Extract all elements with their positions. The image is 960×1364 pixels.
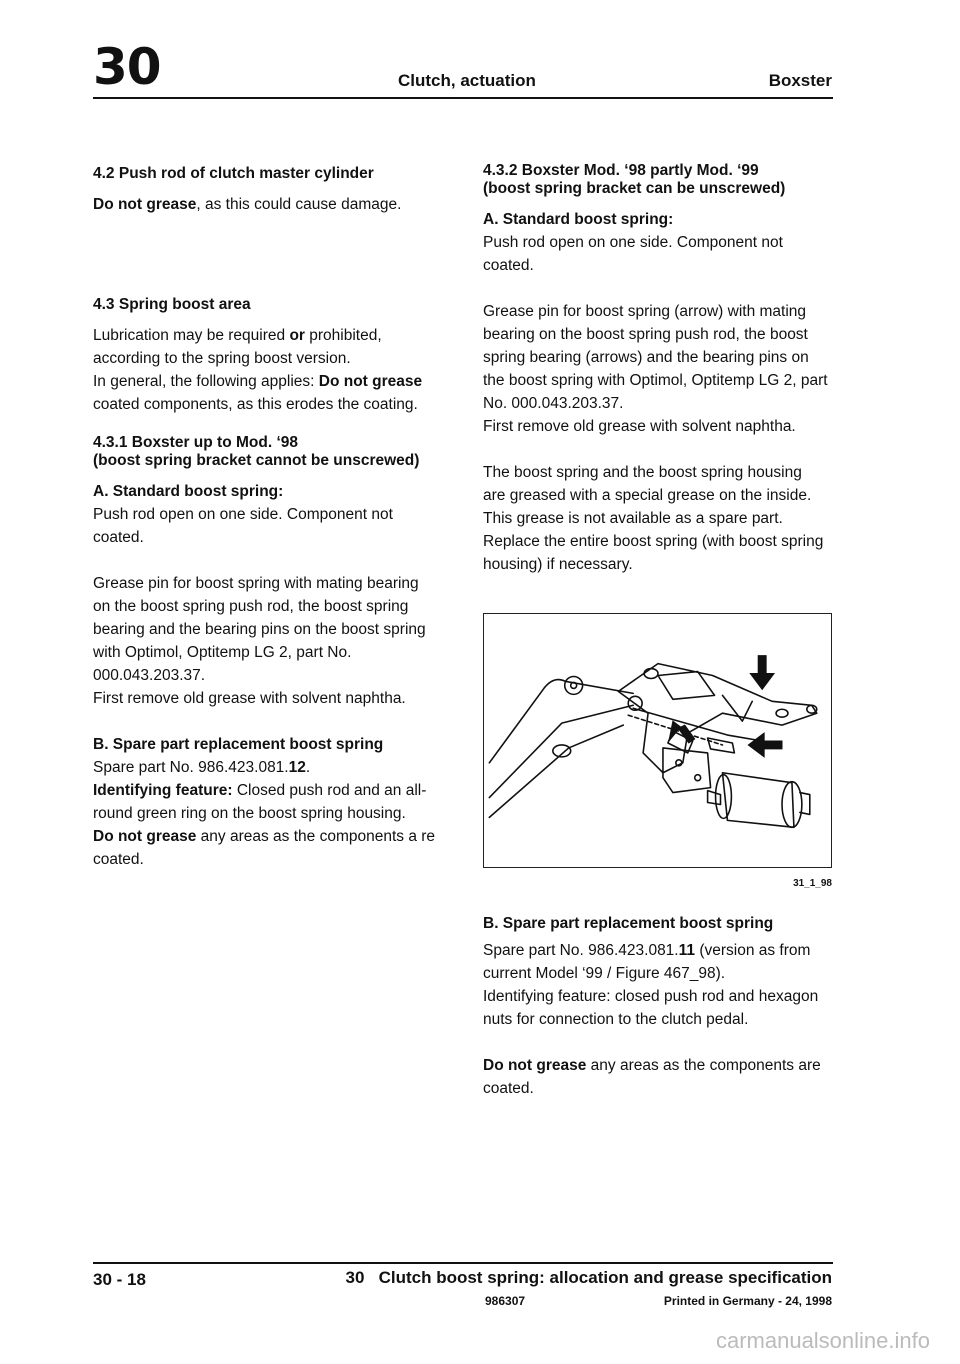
paragraph-grease-left: Grease pin for boost spring with mating bearing on the boost spring push rod, the boost spring bearing and the bearing pins on the boost spring with Optimol, Optitemp LG 2, part No. 000.043.203.37. [93, 575, 426, 684]
paragraph-4-2: Do not grease, as this could cause damage. [93, 196, 402, 213]
paragraph-ident-left: Identifying feature: Closed push rod and an all-round green ring on the boost spring housing. [93, 782, 427, 822]
model-name: Boxster [768, 71, 832, 90]
right-column [483, 162, 828, 576]
heading-4-3-1: 4.3.1 Boxster up to Mod. ‘98 (boost spring bracket cannot be unscrewed) [93, 434, 420, 469]
document-number: 986307 [485, 1294, 526, 1308]
heading-a-standard-right: A. Standard boost spring: [483, 211, 674, 228]
boost-spring-figure [483, 613, 832, 868]
paragraph-remove-right: First remove old grease with solvent naphtha. [483, 418, 796, 435]
header-rule [93, 97, 833, 99]
figure-caption: 31_1_98 [793, 878, 832, 889]
paragraph-a-left: Push rod open on one side. Component not coated. [93, 506, 393, 546]
heading-a-standard-left: A. Standard boost spring: [93, 483, 284, 500]
paragraph-a-right: Push rod open on one side. Component not coated. [483, 234, 783, 274]
paragraph-nogrease-left: Do not grease any areas as the components a re coated. [93, 828, 436, 868]
heading-4-3: 4.3 Spring boost area [93, 296, 251, 313]
paragraph-remove-left: First remove old grease with solvent naphtha. [93, 690, 406, 707]
left-column [93, 162, 438, 871]
paragraph-part-left: Spare part No. 986.423.081.12. [93, 759, 311, 776]
paragraph-ident-right: Identifying feature: closed push rod and hexagon nuts for connection to the clutch pedal. [483, 988, 819, 1028]
heading-b-spare-left: B. Spare part replacement boost spring [93, 736, 384, 753]
printed-info: Printed in Germany - 24, 1998 [663, 1294, 832, 1308]
heading-b-spare-right: B. Spare part replacement boost spring [483, 915, 774, 932]
paragraph-grease-right: Grease pin for boost spring (arrow) with mating bearing on the boost spring push rod, the boost spring bearing (arrows) and the bearing pins on the boost spring with Optimol, Optitemp LG 2, part No. 000.043.203.37. [483, 303, 828, 412]
footer-title: 30 Clutch boost spring: allocation and grease specification [345, 1268, 832, 1287]
heading-4-3-2: 4.3.2 Boxster Mod. ‘98 partly Mod. ‘99 (boost spring bracket can be unscrewed) [483, 162, 786, 197]
heading-4-2: 4.2 Push rod of clutch master cylinder [93, 165, 374, 182]
paragraph-part-right: Spare part No. 986.423.081.11 (version as from current Model ‘99 / Figure 467_98). [483, 942, 811, 982]
boost-spring-illustration [484, 614, 831, 867]
watermark: carmanualsonline.info [715, 1328, 930, 1353]
page-number: 30 - 18 [93, 1270, 146, 1289]
footer-rule [93, 1262, 833, 1264]
section-title: Clutch, actuation [398, 71, 536, 90]
right-column-lower [483, 912, 828, 1100]
paragraph-nogrease-right: Do not grease any areas as the components are coated. [483, 1057, 821, 1097]
paragraph-4-3-lubrication: Lubrication may be required or prohibited, according to the spring boost version. [93, 327, 382, 367]
chapter-number: 30 [93, 38, 161, 96]
paragraph-housing: The boost spring and the boost spring housing are greased with a special grease on the inside. This grease is not available as a spare part. Replace the entire boost spring (with boost spring housing) if necessary. [483, 464, 824, 573]
paragraph-4-3-general: In general, the following applies: Do not grease coated components, as this erodes the coating. [93, 373, 423, 413]
